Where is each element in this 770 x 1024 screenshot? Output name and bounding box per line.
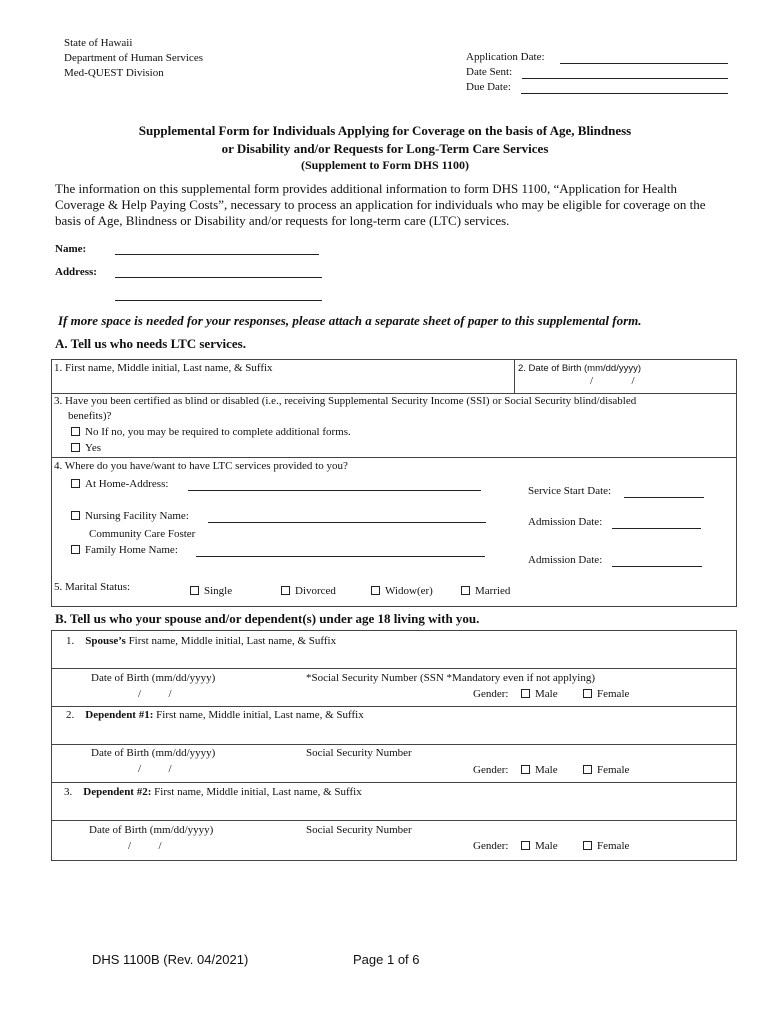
dependent2-ssn-label: Social Security Number xyxy=(306,824,412,836)
dependent2-female-option[interactable] xyxy=(583,840,629,852)
dependent1-dob-slashes[interactable]: / / xyxy=(138,763,172,775)
spouse-female-option[interactable] xyxy=(583,688,629,700)
form-title-line2: or Disability and/or Requests for Long-Term Care Services xyxy=(221,141,549,156)
address-field-line1[interactable] xyxy=(115,277,322,278)
family-home-field[interactable] xyxy=(196,556,485,557)
agency-block xyxy=(64,36,203,81)
q3-question: 3. Have you been certified as blind or disabled (i.e., receiving Supplemental Security Income (SSI) or Social Security blind/disabled xyxy=(54,395,637,407)
marital-single-label: Single xyxy=(204,585,233,597)
section-b-divider-2 xyxy=(51,782,737,783)
section-a-divider-2 xyxy=(51,457,737,458)
address-label: Address: xyxy=(55,266,97,278)
form-title-line1: Supplemental Form for Individuals Applying for Coverage on the basis of Age, Blindness xyxy=(138,123,632,138)
spouse-gender-label: Gender: xyxy=(473,688,509,700)
spouse-dob-slashes[interactable]: / / xyxy=(138,688,172,700)
date-sent-label: Date Sent: xyxy=(466,66,513,78)
checkbox-icon[interactable] xyxy=(71,443,80,452)
marital-divorced-label: Divorced xyxy=(295,585,336,597)
date-sent-field[interactable] xyxy=(522,78,728,79)
dependent1-row-label xyxy=(66,709,364,721)
admission-date-label-1: Admission Date: xyxy=(528,516,603,528)
family-home-option[interactable] xyxy=(71,544,178,556)
checkbox-icon[interactable] xyxy=(71,479,80,488)
home-label: At Home-Address: xyxy=(85,478,169,490)
dependent2-male-option[interactable] xyxy=(521,840,558,852)
spouse-dob-label: Date of Birth (mm/dd/yyyy) xyxy=(91,672,216,684)
application-date-label: Application Date: xyxy=(466,51,545,63)
name-field[interactable] xyxy=(115,254,319,255)
checkbox-icon[interactable] xyxy=(371,586,380,595)
dependent1-number: 2. xyxy=(66,709,75,721)
admission-date-field-1[interactable] xyxy=(612,528,701,529)
q3-no-label: No If no, you may be required to complete additional forms. xyxy=(85,426,351,438)
section-a-heading: A. Tell us who needs LTC services. xyxy=(55,336,246,351)
home-address-field[interactable] xyxy=(188,490,481,491)
checkbox-icon[interactable] xyxy=(521,765,530,774)
section-b-divider-3a xyxy=(51,820,737,821)
checkbox-icon[interactable] xyxy=(281,586,290,595)
section-a-col-divider xyxy=(514,359,515,393)
marital-widow-option[interactable] xyxy=(371,585,433,597)
due-date-field[interactable] xyxy=(521,93,728,94)
marital-single-option[interactable] xyxy=(190,585,232,597)
spouse-number: 1. xyxy=(66,635,75,647)
address-field-line2[interactable] xyxy=(115,300,322,301)
q5-marital-label: 5. Marital Status: xyxy=(54,581,131,593)
dependent1-ssn-label: Social Security Number xyxy=(306,747,412,759)
home-option[interactable] xyxy=(71,478,168,490)
spouse-male-label: Male xyxy=(535,688,558,700)
marital-married-label: Married xyxy=(475,585,511,597)
nursing-facility-field[interactable] xyxy=(208,522,486,523)
dependent2-name-label: First name, Middle initial, Last name, & Suffix xyxy=(151,786,362,798)
section-b-divider-2a xyxy=(51,744,737,745)
section-a-divider-1 xyxy=(51,393,737,394)
admission-date-field-2[interactable] xyxy=(612,566,702,567)
service-start-label: Service Start Date: xyxy=(528,485,612,497)
q3-no-option[interactable] xyxy=(71,426,351,438)
family-home-label: Family Home Name: xyxy=(85,544,178,556)
checkbox-icon[interactable] xyxy=(461,586,470,595)
spouse-name-label: First name, Middle initial, Last name, & Suffix xyxy=(125,635,337,647)
dependent1-gender-label: Gender: xyxy=(473,764,509,776)
section-b-heading: B. Tell us who your spouse and/or dependent(s) under age 18 living with you. xyxy=(55,611,480,626)
dependent1-male-option[interactable] xyxy=(521,764,558,776)
footer-form-id: DHS 1100B (Rev. 04/2021) xyxy=(92,952,249,967)
spouse-bold-label: Spouse’s xyxy=(85,635,126,647)
agency-division: Med-QUEST Division xyxy=(64,67,164,79)
dependent1-bold-label: Dependent #1: xyxy=(85,709,154,721)
dependent1-male-label: Male xyxy=(535,764,558,776)
checkbox-icon[interactable] xyxy=(71,511,80,520)
dependent2-bold-label: Dependent #2: xyxy=(83,786,152,798)
spouse-female-label: Female xyxy=(597,688,630,700)
application-date-field[interactable] xyxy=(560,63,728,64)
checkbox-icon[interactable] xyxy=(521,841,530,850)
q2-dob-label: 2. Date of Birth (mm/dd/yyyy) xyxy=(518,363,642,374)
q2-dob-slashes[interactable]: / / xyxy=(590,375,635,387)
footer-page-number: Page 1 of 6 xyxy=(353,952,420,967)
q4-question: 4. Where do you have/want to have LTC services provided to you? xyxy=(54,460,348,472)
form-subtitle: (Supplement to Form DHS 1100) xyxy=(301,158,469,172)
dependent2-dob-slashes[interactable]: / / xyxy=(128,840,162,852)
agency-department: Department of Human Services xyxy=(64,52,203,64)
checkbox-icon[interactable] xyxy=(71,427,80,436)
dependent1-female-option[interactable] xyxy=(583,764,629,776)
q3-yes-option[interactable] xyxy=(71,442,101,454)
intro-paragraph: The information on this supplemental form provides additional information to form DHS 1100, “Application for Health Coverage & Help Paying Costs”, necessary to process an application for individuals who may be eligible for coverage on the basis of Age, Blindness or Disability and/or requests for long-term care (LTC) services. xyxy=(55,181,706,228)
marital-widow-label: Widow(er) xyxy=(385,585,433,597)
due-date-label: Due Date: xyxy=(466,81,511,93)
dependent2-gender-label: Gender: xyxy=(473,840,509,852)
dependent1-female-label: Female xyxy=(597,764,630,776)
checkbox-icon[interactable] xyxy=(521,689,530,698)
attach-note: If more space is needed for your responses, please attach a separate sheet of paper to this supplemental form. xyxy=(58,313,642,328)
dependent2-row-label xyxy=(64,786,362,798)
dependent1-dob-label: Date of Birth (mm/dd/yyyy) xyxy=(91,747,216,759)
q1-name-label: 1. First name, Middle initial, Last name, & Suffix xyxy=(54,362,273,374)
checkbox-icon[interactable] xyxy=(583,689,592,698)
dependent2-male-label: Male xyxy=(535,840,558,852)
checkbox-icon[interactable] xyxy=(71,545,80,554)
dependent1-name-label: First name, Middle initial, Last name, & Suffix xyxy=(153,709,364,721)
q3-question-cont: benefits)? xyxy=(68,410,112,422)
ccf-label: Community Care Foster xyxy=(89,528,196,540)
section-b-divider-1a xyxy=(51,668,737,669)
service-start-field[interactable] xyxy=(624,497,704,498)
name-label: Name: xyxy=(55,243,87,255)
dependent2-dob-label: Date of Birth (mm/dd/yyyy) xyxy=(89,824,214,836)
checkbox-icon[interactable] xyxy=(583,765,592,774)
spouse-male-option[interactable] xyxy=(521,688,558,700)
marital-married-option[interactable] xyxy=(461,585,510,597)
checkbox-icon[interactable] xyxy=(583,841,592,850)
q3-yes-label: Yes xyxy=(85,442,102,454)
nursing-label: Nursing Facility Name: xyxy=(85,510,189,522)
spouse-row-label xyxy=(66,635,336,647)
agency-state: State of Hawaii xyxy=(64,37,133,49)
marital-divorced-option[interactable] xyxy=(281,585,336,597)
dependent2-female-label: Female xyxy=(597,840,630,852)
checkbox-icon[interactable] xyxy=(190,586,199,595)
nursing-option[interactable] xyxy=(71,510,189,522)
admission-date-label-2: Admission Date: xyxy=(528,554,603,566)
section-b-divider-1 xyxy=(51,706,737,707)
spouse-ssn-label: *Social Security Number (SSN *Mandatory even if not applying) xyxy=(306,672,596,684)
dependent2-number: 3. xyxy=(64,786,73,798)
